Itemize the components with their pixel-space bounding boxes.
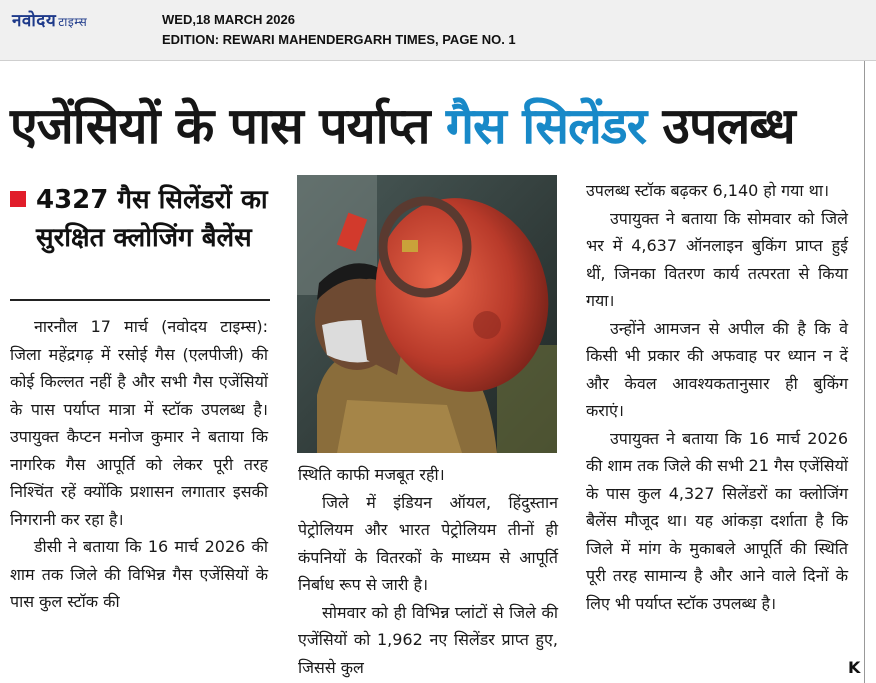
man-carrying-gas-cylinder-photo — [297, 175, 557, 453]
edition-name: EDITION: REWARI MAHENDERGARH TIMES, PAGE NO. 1 — [162, 32, 516, 47]
page-border — [864, 61, 865, 683]
article-photo — [297, 175, 557, 453]
col2-paragraph: स्थिति काफी मजबूत रही। — [298, 465, 445, 484]
col1-paragraph: डीसी ने बताया कि 16 मार्च 2026 की शाम तक जिले की विभिन्न गैस एजेंसियों के पास कुल स्टॉक की — [10, 537, 268, 611]
article-column-1 — [10, 313, 268, 616]
headline-part1: एजेंसियों के पास पर्याप्त — [10, 97, 430, 155]
continued-marker: K — [848, 658, 861, 677]
newspaper-logo[interactable] — [12, 8, 87, 31]
newspaper-page — [0, 61, 876, 683]
headline-part3: उपलब्ध — [662, 97, 795, 155]
logo-sub: टाइम्स — [58, 15, 88, 29]
col3-paragraph: उपलब्ध स्टॉक बढ़कर 6,140 हो गया था। — [586, 181, 830, 200]
article-column-3 — [586, 177, 848, 617]
subhead-text: 4327 गैस सिलेंडरों का सुरक्षित क्लोजिंग बैलेंस — [36, 185, 268, 253]
subhead-divider — [10, 299, 270, 301]
masthead-bar — [0, 0, 876, 61]
headline-accent: गैस सिलेंडर — [445, 97, 647, 155]
col3-paragraph: उपायुक्त ने बताया कि सोमवार को जिले भर में 4,637 ऑनलाइन बुकिंग प्राप्त हुई थीं, जिनका वितरण कार्य तत्परता से किया गया। — [586, 208, 848, 310]
edition-date: WED,18 MARCH 2026 — [162, 12, 295, 27]
article-headline — [10, 95, 795, 157]
col2-paragraph: जिले में इंडियन ऑयल, हिंदुस्तान पेट्रोलियम और भारत पेट्रोलियम तीनों ही कंपनियों के वितरकों के माध्यम से आपूर्ति निर्बाध रूप से जारी है। — [298, 492, 558, 594]
logo-main: नवोदय — [12, 11, 57, 31]
edition-info — [162, 10, 516, 50]
article-column-2 — [298, 461, 558, 681]
col1-paragraph: नारनौल 17 मार्च (नवोदय टाइम्स): जिला महेंद्रगढ़ में रसोई गैस (एलपीजी) की कोई किल्लत नहीं है और सभी गैस एजेंसियों के पास पर्याप्त मात्रा में स्टॉक उपलब्ध है। उपायुक्त कैप्टन मनोज कुमार ने बताया कि नागरिक गैस आपूर्ति को लेकर पूरी तरह निश्चिंत रहें क्योंकि प्रशासन लगातार इसकी निगरानी कर रहा है। — [10, 317, 268, 529]
col3-paragraph: उपायुक्त ने बताया कि 16 मार्च 2026 की शाम तक जिले की सभी 21 गैस एजेंसियों के पास कुल 4,327 सिलेंडरों का क्लोजिंग बैलेंस मौजूद था। यह आंकड़ा दर्शाता है कि जिले में मांग के मुकाबले आपूर्ति की स्थिति पूरी तरह सामान्य है और आने वाले दिनों के लिए भी पर्याप्त स्टॉक उपलब्ध है। — [586, 428, 848, 613]
red-square-bullet-icon — [10, 191, 26, 207]
col2-paragraph: सोमवार को ही विभिन्न प्लांटों से जिले की एजेंसियों को 1,962 नए सिलेंडर प्राप्त हुए, जिससे कुल — [298, 602, 558, 677]
col3-paragraph: उन्होंने आमजन से अपील की है कि वे किसी भी प्रकार की अफवाह पर ध्यान न दें और केवल आवश्यकतानुसार ही बुकिंग कराएं। — [586, 318, 848, 420]
